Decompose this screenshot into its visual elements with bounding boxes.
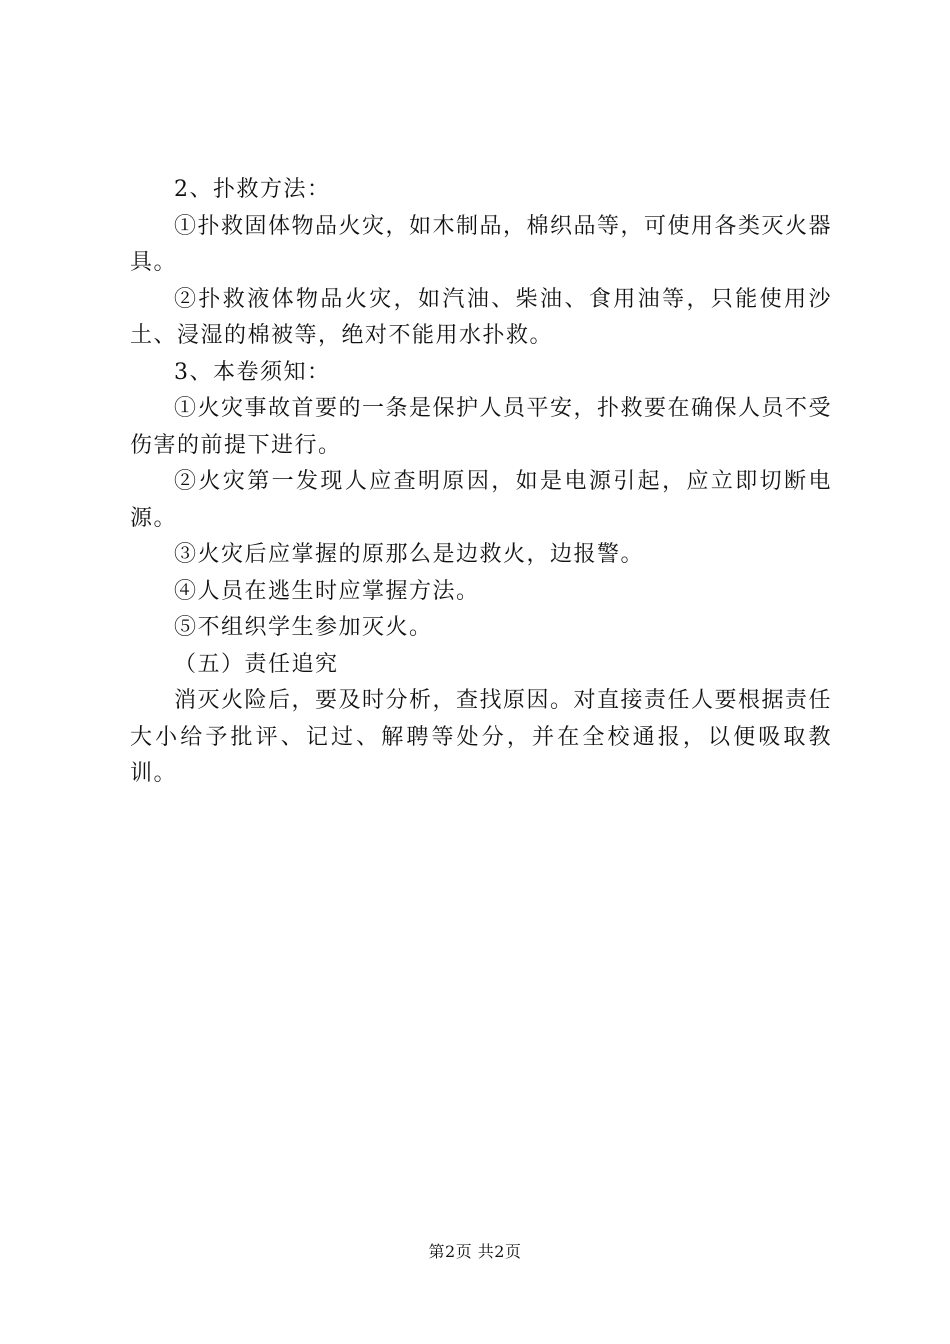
heading-notes: 3、本卷须知：	[174, 359, 331, 385]
list-item-solid-fire: ①扑救固体物品火灾，如木制品，棉织品等，可使用各类灭火器具。	[130, 213, 833, 275]
list-item-note-3: ③火灾后应掌握的原那么是边救火，边报警。	[174, 542, 645, 567]
list-item-note-1: ①火灾事故首要的一条是保护人员平安，扑救要在确保人员不受伤害的前提下进行。	[130, 396, 833, 458]
list-item-note-5: ⑤不组织学生参加灭火。	[174, 615, 433, 640]
paragraph-accountability: 消灭火险后，要及时分析，查找原因。对直接责任人要根据责任大小给予批评、记过、解聘等处分，并在全校通报，以便吸取教训。	[130, 688, 833, 786]
list-item-liquid-fire: ②扑救液体物品火灾，如汽油、柴油、食用油等，只能使用沙土、浸湿的棉被等，绝对不能用水扑救。	[130, 286, 832, 348]
heading-extinguish-methods: 2、扑救方法：	[174, 177, 331, 202]
list-item-note-2: ②火灾第一发现人应查明原因，如是电源引起，应立即切断电源。	[130, 469, 832, 531]
page-footer: 第2页 共2页	[428, 1242, 522, 1261]
document-body	[130, 172, 832, 793]
heading-accountability: （五）责任追究	[174, 651, 339, 677]
list-item-note-4: ④人员在逃生时应掌握方法。	[174, 578, 480, 604]
